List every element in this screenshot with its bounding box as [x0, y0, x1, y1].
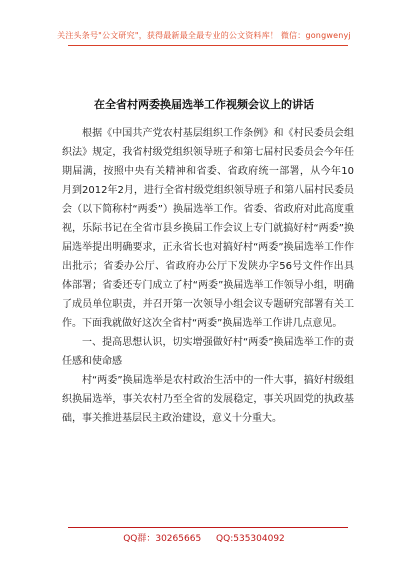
footer-qq-number: QQ:535304092	[216, 534, 285, 544]
footer-divider	[68, 527, 348, 528]
paragraph: 根据《中国共产党农村基层组织工作条例》和《村民委员会组织法》规定，我省村级党组织领导班子和第七届村民委员会今年任期届满，按照中央有关精神和省委、省政府统一部署，从今年10月到2012年2月，进行全省村级党组织领导班子和第八届村民委员会（以下简称村“两委”）换届选举工作。省委、省政府对此高度重视，乐际书记在全省市县乡换届工作会议上专门就搞好村“两委”换届选举提出明确要求，正永省长也对搞好村“两委”换届选举工作作出批示；省委办公厅、省政府办公厅下发陕办字56号文件作出具体部署；省委还专门成立了村“两委”换届选举工作领导小组，明确了成员单位职责，并召开第一次领导小组会议专题研究部署有关工作。下面我就做好这次全省村“两委”换届选举工作讲几点意见。	[62, 128, 354, 329]
section-heading: 一、提高思想认识，切实增强做好村“两委”换届选举工作的责任感和使命感	[62, 337, 354, 367]
document-body	[62, 124, 354, 428]
footer-qq-group: QQ群：30265665	[123, 534, 202, 544]
footer	[0, 531, 408, 544]
header-note: 关注头条号"公文研究"，获得最新最全最专业的公文资料库！ 微信：gongwenyj	[57, 31, 351, 40]
header-divider	[68, 45, 348, 46]
document-title: 在全省村两委换届选举工作视频会议上的讲话	[94, 98, 314, 111]
paragraph: 村“两委”换届选举是农村政治生活中的一件大事，搞好村级组织换届选举，事关农村乃至全省的发展稳定，事关巩固党的执政基础，事关推进基层民主政治建设，意义十分重大。	[62, 375, 354, 424]
